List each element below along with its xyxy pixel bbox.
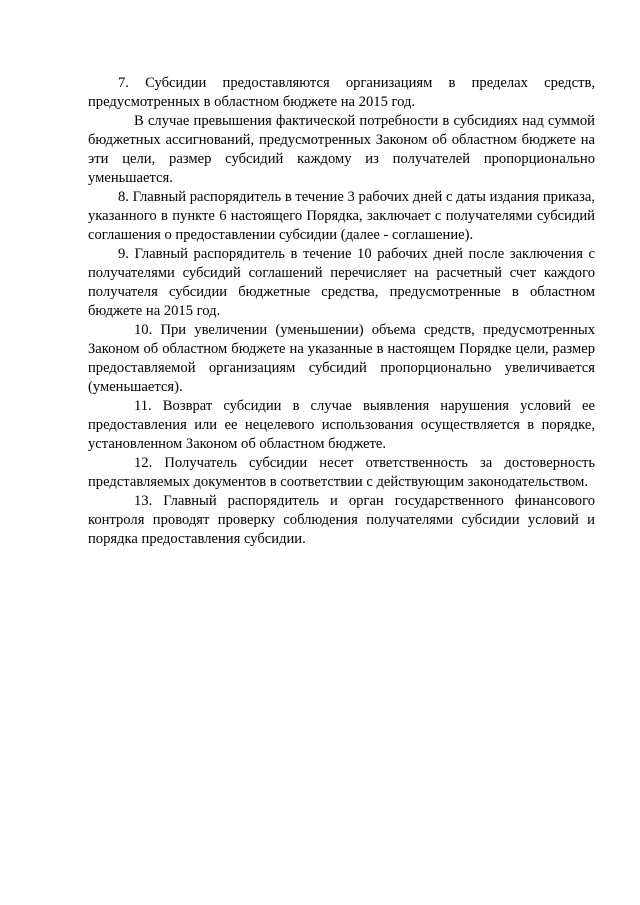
document-body: [88, 74, 595, 549]
paragraph-9: 9. Главный распорядитель в течение 10 рабочих дней после заключения с получателями субсидий соглашений перечисляет на расчетный счет каждого получателя субсидии бюджетные средства, предусмотренные в областном бюджете на 2015 год.: [88, 246, 595, 319]
paragraph-7: 7. Субсидии предоставляются организациям в пределах средств, предусмотренных в областном бюджете на 2015 год.: [88, 75, 595, 110]
paragraph-11: 11. Возврат субсидии в случае выявления нарушения условий ее предоставления или ее нецелевого использования осуществляется в порядке, установленном Законом об областном бюджете.: [88, 398, 595, 452]
paragraph-7-continuation: В случае превышения фактической потребности в субсидиях над суммой бюджетных ассигнований, предусмотренных Законом об областном бюджете на эти цели, размер субсидий каждому из получателей пропорционально уменьшается.: [88, 113, 595, 186]
paragraph-10: 10. При увеличении (уменьшении) объема средств, предусмотренных Законом об областном бюджете на указанные в настоящем Порядке цели, размер предоставляемой организациям субсидий пропорционально увеличивается (уменьшается).: [88, 322, 595, 395]
paragraph-13: 13. Главный распорядитель и орган государственного финансового контроля проводят проверку соблюдения получателями субсидии условий и порядка предоставления субсидии.: [88, 493, 595, 547]
paragraph-8: 8. Главный распорядитель в течение 3 рабочих дней с даты издания приказа, указанного в пункте 6 настоящего Порядка, заключает с получателями субсидий соглашения о предоставлении субсидии (далее - соглашение).: [88, 189, 595, 243]
paragraph-12: 12. Получатель субсидии несет ответственность за достоверность представляемых документов в соответствии с действующим законодательством.: [88, 455, 595, 490]
